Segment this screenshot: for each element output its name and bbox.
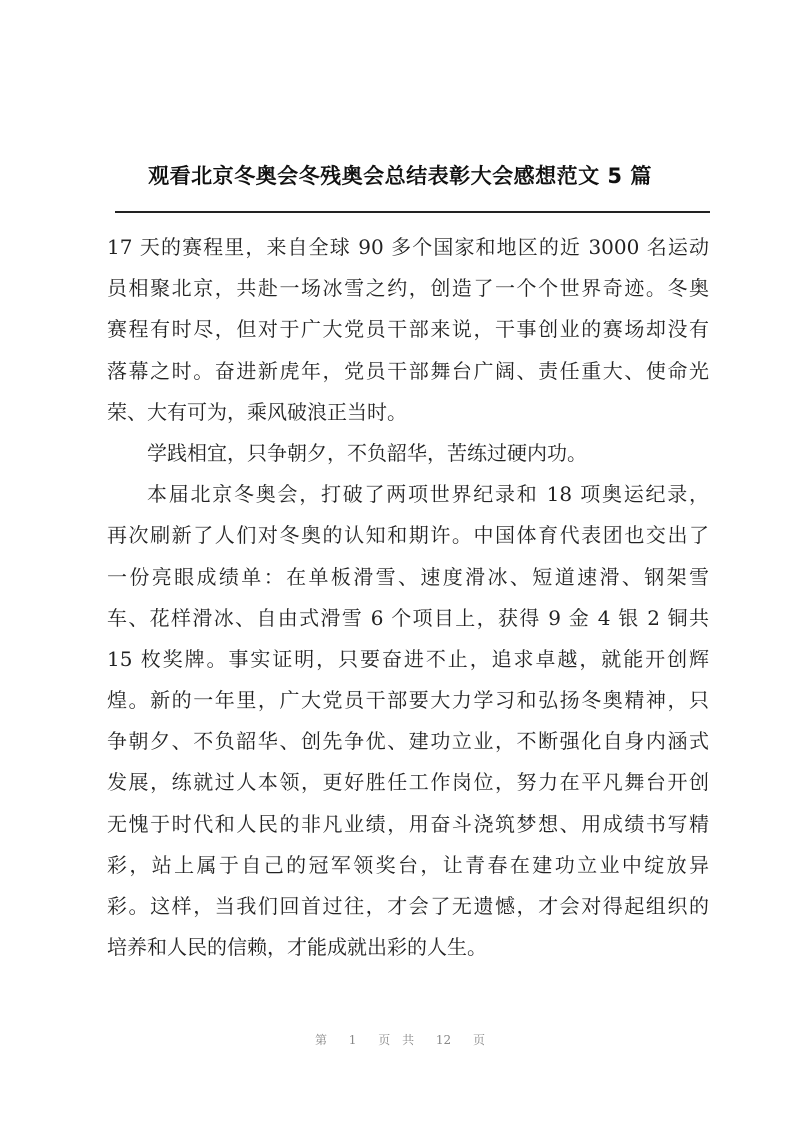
text-line: 赛程有时尽，但对于广大党员干部来说，干事创业的赛场却没有: [107, 317, 709, 342]
page-label-mid: 页 共: [378, 1033, 415, 1047]
text-line: 落幕之时。奋进新虎年，党员干部舞台广阔、责任重大、使命光: [107, 358, 709, 383]
text-line: 培养和人民的信赖，才能成就出彩的人生。: [107, 935, 487, 960]
text-line: 本届北京冬奥会，打破了两项世界纪录和 18 项奥运纪录，: [147, 482, 709, 507]
page-footer: [0, 1031, 800, 1048]
text-line: 荣、大有可为，乘风破浪正当时。: [107, 399, 407, 424]
text-line: 彩，站上属于自己的冠军领奖台，让青春在建功立业中绽放异: [107, 852, 709, 877]
paragraph: [107, 474, 709, 968]
text-line: 发展，练就过人本领，更好胜任工作岗位，努力在平凡舞台开创: [107, 770, 709, 795]
paragraph: [107, 433, 709, 474]
total-pages-number: 12: [435, 1033, 452, 1047]
title-divider: [115, 211, 710, 213]
page-label-prefix: 第: [314, 1033, 327, 1047]
text-line: 车、花样滑冰、自由式滑雪 6 个项目上，获得 9 金 4 银 2 铜共: [107, 605, 709, 630]
current-page-number: 1: [348, 1033, 357, 1047]
text-line: 彩。这样，当我们回首过往，才会了无遗憾，才会对得起组织的: [107, 894, 709, 918]
text-line: 煌。新的一年里，广大党员干部要大力学习和弘扬冬奥精神，只: [107, 688, 709, 713]
text-line: 争朝夕、不负韶华、创先争优、建功立业，不断强化自身内涵式: [107, 729, 709, 754]
page-label-suffix: 页: [473, 1033, 486, 1047]
text-line: 17 天的赛程里，来自全球 90 多个国家和地区的近 3000 名运动: [107, 235, 709, 259]
text-line: 再次刷新了人们对冬奥的认知和期许。中国体育代表团也交出了: [107, 523, 709, 548]
text-line: 无愧于时代和人民的非凡业绩，用奋斗浇筑梦想、用成绩书写精: [107, 811, 709, 836]
document-body: [107, 227, 709, 968]
text-line: 员相聚北京，共赴一场冰雪之约，创造了一个个世界奇迹。冬奥: [107, 276, 709, 301]
text-line: 15 枚奖牌。事实证明，只要奋进不止，追求卓越，就能开创辉: [107, 646, 709, 671]
text-line: 一份亮眼成绩单：在单板滑雪、速度滑冰、短道速滑、钢架雪: [107, 564, 709, 589]
document-title: 观看北京冬奥会冬残奥会总结表彰大会感想范文 5 篇: [148, 164, 652, 188]
paragraph: [107, 227, 709, 433]
text-line: 学践相宜，只争朝夕，不负韶华，苦练过硬内功。: [147, 440, 587, 465]
